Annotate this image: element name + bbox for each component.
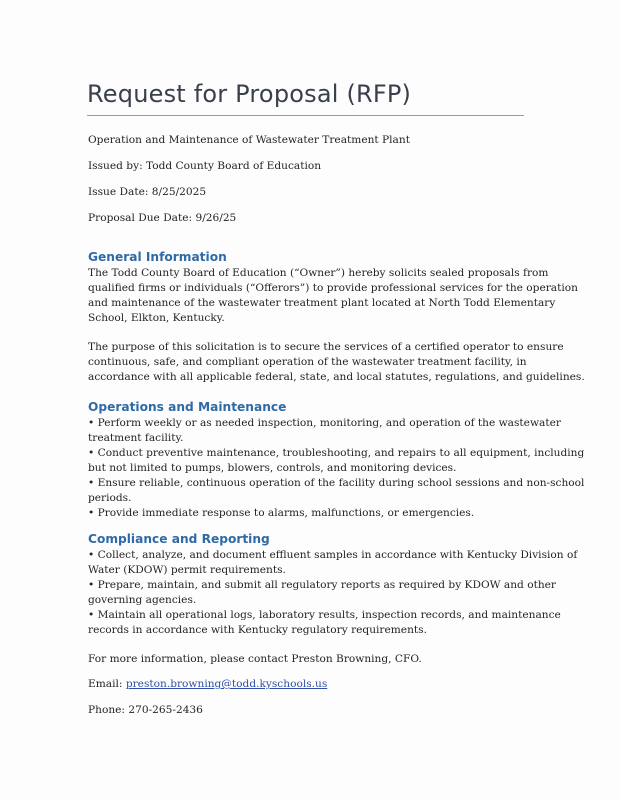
list-item-continued: but not limited to pumps, blowers, controls, and monitoring devices. — [88, 462, 457, 474]
list-item-continued: treatment facility. — [88, 432, 184, 444]
list-item-continued: governing agencies. — [88, 594, 197, 606]
list-item: • Ensure reliable, continuous operation of the facility during school sessions and non-school — [88, 477, 585, 489]
operations-maintenance-heading: Operations and Maintenance — [88, 400, 287, 414]
list-item: • Maintain all operational logs, laboratory results, inspection records, and maintenance — [88, 609, 561, 621]
list-item-continued: periods. — [88, 492, 132, 504]
list-item: • Provide immediate response to alarms, malfunctions, or emergencies. — [88, 507, 475, 519]
email-row — [88, 677, 327, 692]
paragraph-line: and maintenance of the wastewater treatment plant located at North Todd Elementary — [88, 297, 556, 309]
document-title: Request for Proposal (RFP) — [87, 80, 412, 108]
paragraph-line: The purpose of this solicitation is to secure the services of a certified operator to ensure — [88, 341, 564, 353]
title-divider — [87, 115, 524, 116]
paragraph-line: continuous, safe, and compliant operation of the wastewater treatment facility, in — [88, 356, 527, 368]
list-item-continued: records in accordance with Kentucky regulatory requirements. — [88, 624, 427, 636]
list-item-continued: Water (KDOW) permit requirements. — [88, 564, 286, 576]
phone-number: Phone: 270-265-2436 — [88, 704, 203, 716]
paragraph-line: The Todd County Board of Education (“Owner”) hereby solicits sealed proposals from — [88, 267, 549, 279]
list-item: • Collect, analyze, and document effluent samples in accordance with Kentucky Division of — [88, 549, 578, 561]
proposal-due-date: Proposal Due Date: 9/26/25 — [88, 212, 237, 224]
issue-date: Issue Date: 8/25/2025 — [88, 186, 207, 198]
email-link[interactable]: preston.browning@todd.kyschools.us — [125, 678, 328, 690]
paragraph-line: accordance with all applicable federal, state, and local statutes, regulations, and guidelines. — [88, 371, 585, 383]
list-item: • Prepare, maintain, and submit all regulatory reports as required by KDOW and other — [88, 579, 556, 591]
general-information-heading: General Information — [88, 250, 227, 264]
list-item: • Perform weekly or as needed inspection, monitoring, and operation of the wastewater — [88, 417, 561, 429]
compliance-reporting-heading: Compliance and Reporting — [88, 532, 270, 546]
operations-list — [88, 416, 585, 521]
list-item: • Conduct preventive maintenance, troubleshooting, and repairs to all equipment, including — [88, 447, 585, 459]
compliance-list — [88, 548, 578, 638]
email-label: Email: — [88, 678, 123, 690]
contact-info: For more information, please contact Preston Browning, CFO. — [88, 653, 422, 665]
general-paragraph-1 — [88, 266, 578, 326]
paragraph-line: qualified firms or individuals (“Offerors”) to provide professional services for the operation — [88, 282, 578, 294]
issued-by: Issued by: Todd County Board of Education — [88, 160, 322, 172]
document-subject: Operation and Maintenance of Wastewater Treatment Plant — [88, 134, 410, 146]
general-paragraph-2 — [88, 340, 585, 385]
paragraph-line: School, Elkton, Kentucky. — [88, 312, 225, 324]
